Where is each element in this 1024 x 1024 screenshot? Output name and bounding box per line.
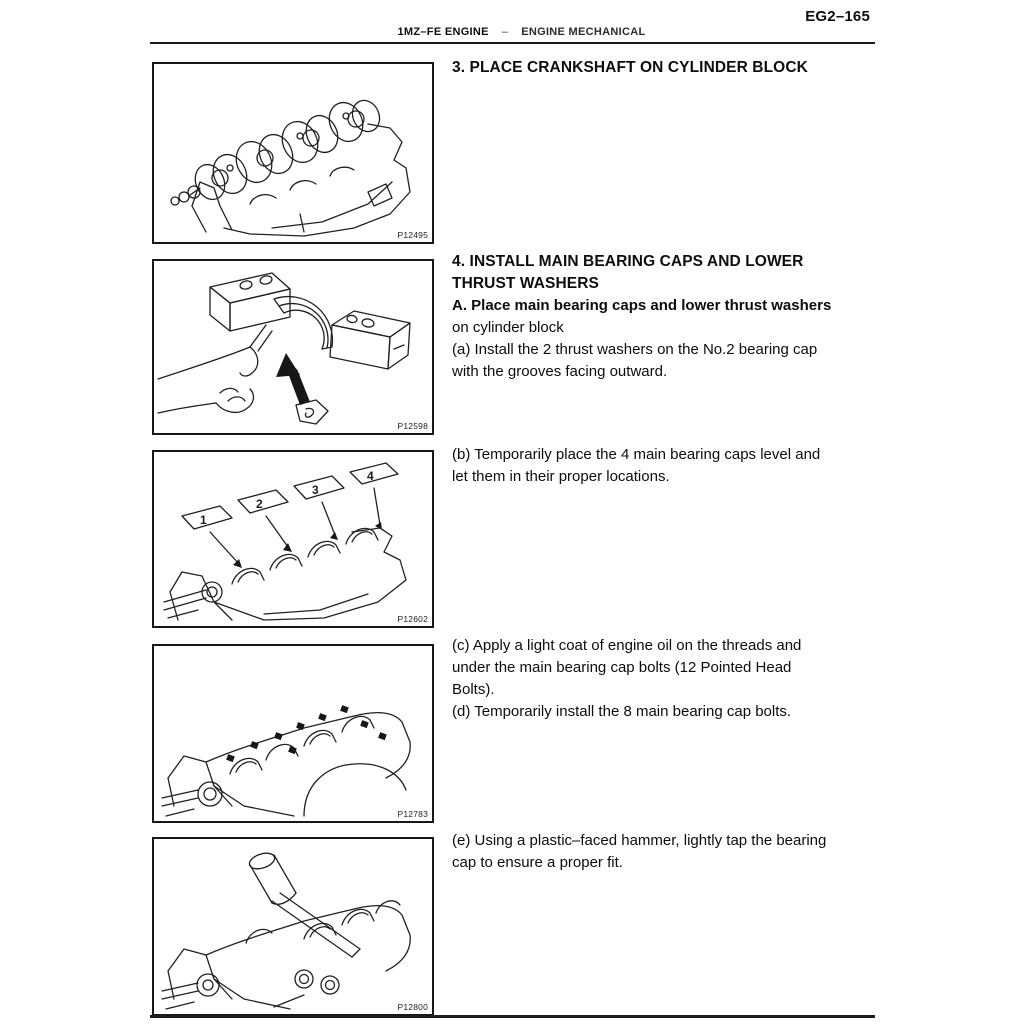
crankshaft-sketch [171, 96, 384, 205]
step-c-line-1: (c) Apply a light coat of engine oil on the threads and [452, 637, 802, 654]
step-d-line-1: (d) Temporarily install the 8 main bearing cap bolts. [452, 703, 792, 720]
header-rule [150, 42, 875, 44]
thrust-washer-bearing-cap-illustration [154, 261, 428, 429]
header-separator: – [501, 26, 509, 38]
bearing-cap-right-sketch [330, 311, 410, 369]
footer-rule [150, 1015, 875, 1018]
bearing-caps-placement-illustration [154, 452, 428, 622]
cap-number-4: 4 [367, 469, 374, 483]
step-e-line-1: (e) Using a plastic–faced hammer, lightly tap the bearing [452, 832, 827, 849]
step-e-text-block [452, 830, 892, 874]
cylinder-block-sketch [162, 901, 410, 1009]
chapter-label: ENGINE MECHANICAL [521, 26, 646, 38]
numbered-plates-sketch [182, 463, 398, 529]
section-3-heading: 3. PLACE CRANKSHAFT ON CYLINDER BLOCK [452, 59, 808, 76]
washer-arrow-sketch [276, 353, 328, 424]
hammer-handle-sketch [246, 850, 360, 957]
step-A-heading-continuation: on cylinder block [452, 319, 564, 336]
engine-code-label: 1MZ–FE ENGINE [397, 26, 489, 38]
figure-id-label: P12598 [397, 421, 428, 431]
figure-id-label: P12602 [397, 614, 428, 624]
step-b-line-2: let them in their proper locations. [452, 468, 670, 485]
figure-frame-crankshaft [152, 62, 434, 244]
step-A-heading: A. Place main bearing caps and lower thrust washers [452, 297, 832, 314]
hand-sketch [158, 325, 272, 413]
step-c-line-3: Bolts). [452, 681, 495, 698]
hammer-tap-illustration [154, 839, 428, 1010]
bearing-cap-left-sketch [210, 273, 290, 331]
step-b-text-block [452, 444, 892, 488]
section-4-heading-line-2: THRUST WASHERS [452, 275, 599, 292]
section-4-text-block [452, 251, 892, 383]
step-c-line-2: under the main bearing cap bolts (12 Pointed Head [452, 659, 792, 676]
step-e-line-2: cap to ensure a proper fit. [452, 854, 623, 871]
figure-frame-bearing-caps [152, 450, 434, 628]
step-b-line-1: (b) Temporarily place the 4 main bearing caps level and [452, 446, 821, 463]
cap-number-2: 2 [256, 497, 263, 511]
figure-id-label: P12783 [397, 809, 428, 819]
figure-id-label: P12495 [397, 230, 428, 240]
step-a-line-2: with the grooves facing outward. [452, 363, 668, 380]
figure-frame-cap-bolts [152, 644, 434, 823]
step-a-line-1: (a) Install the 2 thrust washers on the No.2 bearing cap [452, 341, 818, 358]
section-4-heading-line-1: 4. INSTALL MAIN BEARING CAPS AND LOWER [452, 253, 804, 270]
figure-id-label: P12800 [397, 1002, 428, 1012]
cylinder-block-sketch [162, 713, 410, 816]
crankshaft-on-block-illustration [154, 64, 428, 238]
bearing-cap-bolts-illustration [154, 646, 428, 817]
thrust-washer-shell-sketch [274, 297, 332, 349]
cap-number-1: 1 [200, 513, 207, 527]
running-header [150, 26, 875, 38]
figure-frame-hammer-tap [152, 837, 434, 1016]
cap-number-3: 3 [312, 483, 319, 497]
figure-frame-thrust-washer [152, 259, 434, 435]
page-number: EG2–165 [805, 8, 870, 25]
step-c-d-text-block [452, 635, 892, 723]
